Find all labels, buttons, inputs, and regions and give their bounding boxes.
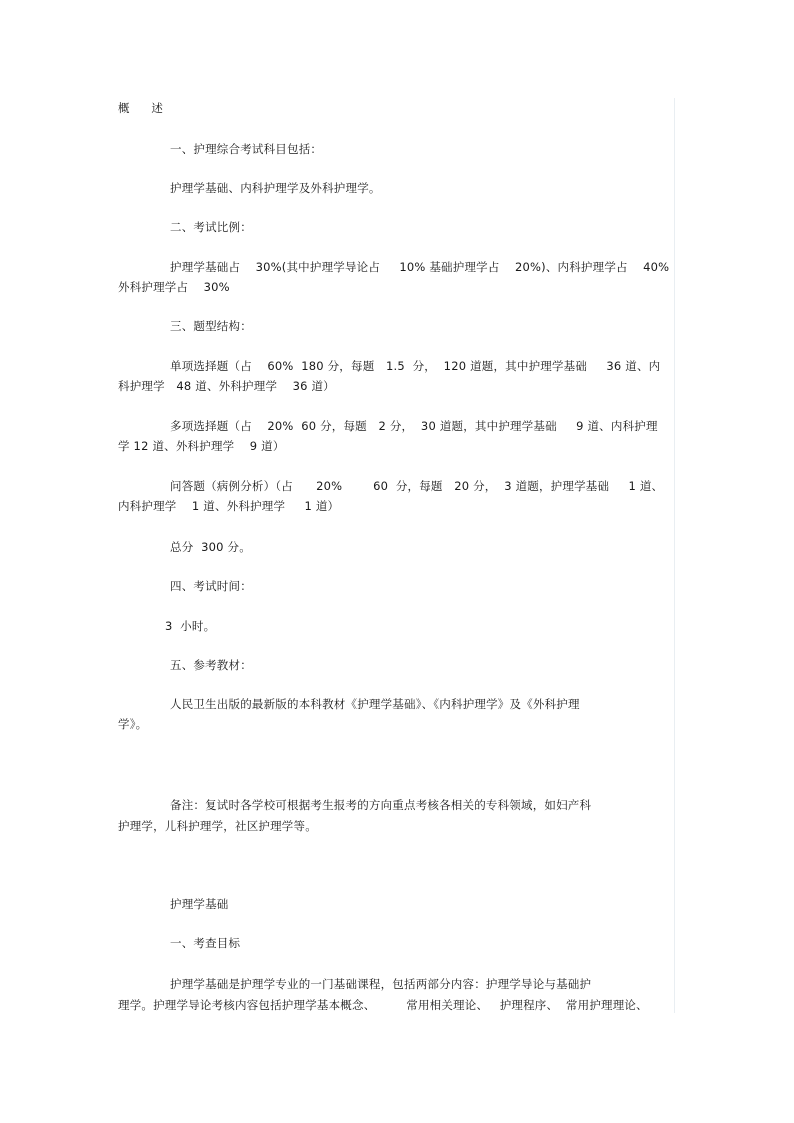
section-1-heading: 一、护理综合考试科目包括： — [170, 142, 323, 156]
multi-choice-line-2: 学 12 道、外科护理学 9 道） — [118, 439, 285, 453]
single-choice-line-2: 科护理学 48 道、外科护理学 36 道） — [118, 379, 335, 393]
section-2-line-1: 护理学基础占 30%(其中护理学导论占 10% 基础护理学占 20%)、内科护理学占 40% — [170, 260, 670, 274]
section-4-heading: 四、考试时间： — [170, 579, 252, 593]
doc-title: 概 述 — [118, 101, 163, 115]
section-5-line-2: 学》。 — [118, 717, 148, 731]
single-choice-line-1: 单项选择题（占 60% 180 分，每题 1.5 分， 120 道题，其中护理学基础 36 道、内 — [170, 359, 661, 373]
qa-line-2: 内科护理学 1 道、外科护理学 1 道） — [118, 499, 340, 513]
section-title-nursing-basics: 护理学基础 — [170, 897, 229, 911]
section-4-body: 3 小时。 — [165, 619, 216, 633]
multi-choice-line-1: 多项选择题（占 20% 60 分，每题 2 分， 30 道题，其中护理学基础 9 道、内科护理 — [170, 419, 658, 433]
section-5-line-1: 人民卫生出版的最新版的本科教材《护理学基础》、《内科护理学》及《外科护理 — [170, 697, 580, 711]
exam-objective-line-2: 理学。护理学导论考核内容包括护理学基本概念、 常用相关理论、 护理程序、 常用护理理论、 — [118, 998, 648, 1012]
section-2-heading: 二、考试比例： — [170, 220, 252, 234]
section-2-line-2: 外科护理学占 30% — [118, 280, 230, 294]
total-score: 总分 300 分。 — [170, 540, 251, 554]
note-line-2: 护理学，儿科护理学，社区护理学等。 — [118, 819, 317, 833]
section-1-body: 护理学基础、内科护理学及外科护理学。 — [170, 181, 381, 195]
exam-objective-line-1: 护理学基础是护理学专业的一门基础课程，包括两部分内容：护理学导论与基础护 — [170, 977, 592, 991]
note-line-1: 备注：复试时各学校可根据考生报考的方向重点考核各相关的专科领域，如妇产科 — [170, 798, 592, 812]
qa-line-1: 问答题（病例分析）（占 20% 60 分，每题 20 分， 3 道题，护理学基础 1 道、 — [170, 479, 664, 493]
section-3-heading: 三、题型结构： — [170, 319, 252, 333]
exam-objective-heading: 一、考查目标 — [170, 936, 241, 950]
section-5-heading: 五、参考教材： — [170, 658, 252, 672]
page-content-area — [118, 98, 675, 1013]
